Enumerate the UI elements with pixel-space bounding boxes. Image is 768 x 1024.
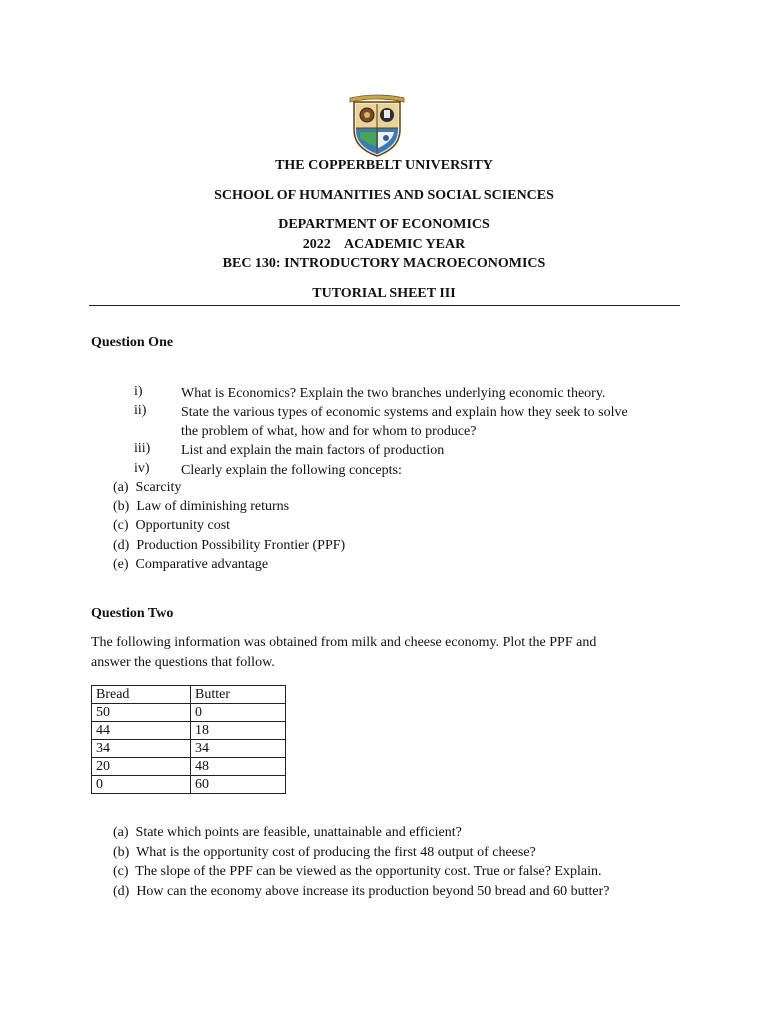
table-row	[92, 758, 286, 776]
table-header-cell: Bread	[92, 686, 191, 704]
concept-item: (c) Opportunity cost	[113, 518, 231, 533]
question-two-part: (a) State which points are feasible, unattainable and efficient?	[113, 825, 462, 840]
table-row	[92, 704, 286, 722]
department-name: DEPARTMENT OF ECONOMICS	[278, 217, 490, 232]
table-cell: 50	[92, 704, 191, 722]
table-cell: 34	[191, 740, 286, 758]
concept-item: (e) Comparative advantage	[113, 557, 269, 572]
item-text: Clearly explain the following concepts:	[181, 463, 402, 478]
table-cell: 18	[191, 722, 286, 740]
table-header-row	[92, 686, 286, 704]
question-two-heading: Question Two	[91, 606, 174, 621]
table-cell: 0	[191, 704, 286, 722]
table-cell: 44	[92, 722, 191, 740]
university-name: THE COPPERBELT UNIVERSITY	[275, 158, 493, 173]
school-name: SCHOOL OF HUMANITIES AND SOCIAL SCIENCES	[214, 188, 554, 203]
table-cell: 0	[92, 776, 191, 794]
item-text: List and explain the main factors of production	[181, 443, 445, 458]
tutorial-sheet-title: TUTORIAL SHEET III	[312, 286, 456, 301]
table-cell: 60	[191, 776, 286, 794]
question-one-heading: Question One	[91, 335, 174, 350]
item-number: iv)	[134, 461, 150, 476]
table-row	[92, 776, 286, 794]
academic-year: 2022 ACADEMIC YEAR	[302, 237, 466, 252]
item-number: iii)	[134, 441, 151, 456]
table-row	[92, 740, 286, 758]
university-crest-logo	[346, 92, 408, 158]
concept-item: (b) Law of diminishing returns	[113, 499, 290, 514]
ppf-table	[91, 685, 286, 794]
concept-item: (d) Production Possibility Frontier (PPF)	[113, 538, 346, 553]
concept-item: (a) Scarcity	[113, 480, 182, 495]
item-text-continued: the problem of what, how and for whom to produce?	[181, 424, 477, 439]
item-number: ii)	[134, 403, 147, 418]
table-cell: 34	[92, 740, 191, 758]
question-two-part: (b) What is the opportunity cost of producing the first 48 output of cheese?	[113, 845, 536, 860]
question-two-intro-continued: answer the questions that follow.	[91, 655, 275, 670]
question-two-intro: The following information was obtained from milk and cheese economy. Plot the PPF and	[91, 635, 597, 650]
item-text: What is Economics? Explain the two branches underlying economic theory.	[181, 386, 606, 401]
table-header-cell: Butter	[191, 686, 286, 704]
question-two-part: (c) The slope of the PPF can be viewed as the opportunity cost. True or false? Explain.	[113, 864, 602, 879]
item-number: i)	[134, 384, 143, 399]
table-row	[92, 722, 286, 740]
question-two-part: (d) How can the economy above increase its production beyond 50 bread and 60 butter?	[113, 884, 610, 899]
table-cell: 48	[191, 758, 286, 776]
course-title: BEC 130: INTRODUCTORY MACROECONOMICS	[222, 256, 546, 271]
table-cell: 20	[92, 758, 191, 776]
item-text: State the various types of economic systems and explain how they seek to solve	[181, 405, 628, 420]
header-divider	[89, 305, 680, 306]
